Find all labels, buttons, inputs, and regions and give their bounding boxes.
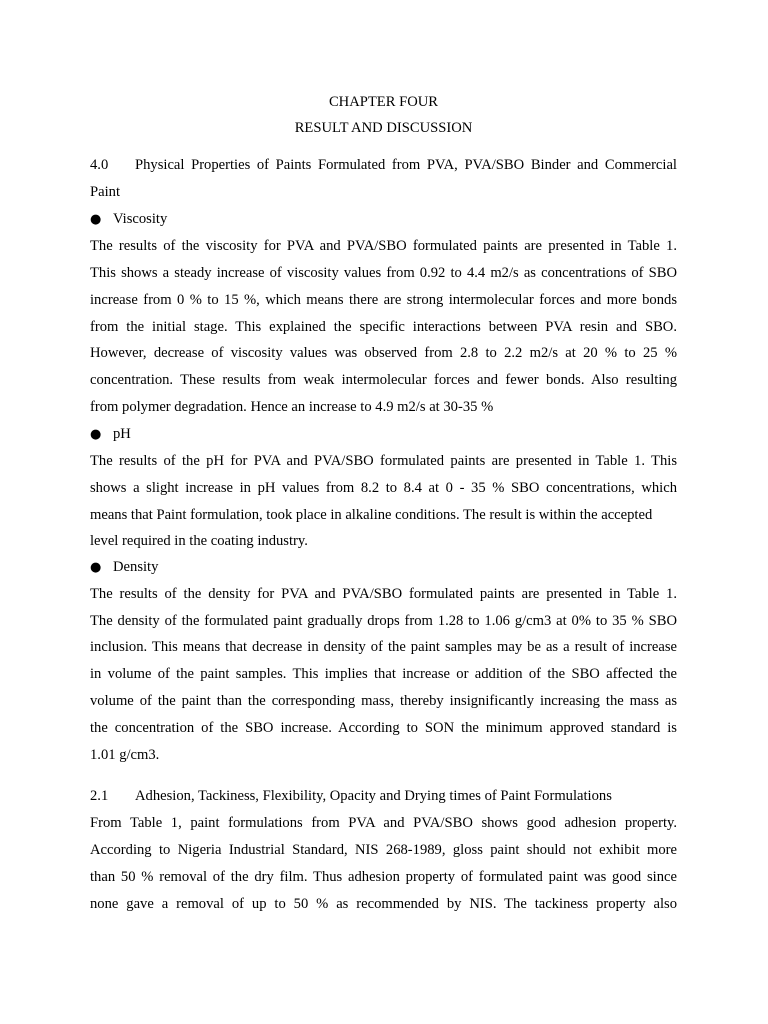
paragraph-line: than 50 % removal of the dry film. Thus adhesion property of formulated paint was good since — [90, 869, 677, 885]
document-page — [90, 0, 677, 1024]
section-heading-text: Physical Properties of Paints Formulated from PVA, PVA/SBO Binder and Commercial — [135, 157, 677, 173]
paragraph-line: However, decrease of viscosity values was observed from 2.8 to 2.2 m2/s at 20 % to 25 % — [90, 345, 677, 361]
section-number: 4.0 — [90, 157, 109, 173]
paragraph-line: The results of the pH for PVA and PVA/SBO formulated paints are presented in Table 1. This — [90, 453, 677, 469]
bullet-label: pH — [113, 426, 131, 442]
bullet-ph — [90, 424, 677, 444]
bullet-density — [90, 557, 677, 577]
paragraph-line: level required in the coating industry. — [90, 533, 308, 549]
bullet-viscosity — [90, 209, 677, 229]
paragraph-line: from the initial stage. This explained the specific interactions between PVA resin and SBO. — [90, 319, 677, 335]
paragraph-line: The density of the formulated paint gradually drops from 1.28 to 1.06 g/cm3 at 0% to 35 % SBO — [90, 613, 677, 629]
paragraph-line: The results of the density for PVA and PVA/SBO formulated paints are presented in Table 1. — [90, 586, 677, 602]
paragraph-line: 1.01 g/cm3. — [90, 747, 160, 763]
chapter-title: CHAPTER FOUR — [328, 94, 439, 110]
paragraph-line: concentration. These results from weak intermolecular forces and fewer bonds. Also resulting — [90, 372, 677, 388]
paragraph-line: From Table 1, paint formulations from PVA and PVA/SBO shows good adhesion property. — [90, 815, 677, 831]
paragraph-line: This shows a steady increase of viscosity values from 0.92 to 4.4 m2/s as concentrations of SBO — [90, 265, 677, 281]
paragraph-line: shows a slight increase in pH values from 8.2 to 8.4 at 0 - 35 % SBO concentrations, which — [90, 480, 677, 496]
chapter-subtitle: RESULT AND DISCUSSION — [294, 120, 473, 136]
paragraph-line: means that Paint formulation, took place in alkaline conditions. The result is within the accepted — [90, 507, 653, 523]
paragraph-line: The results of the viscosity for PVA and PVA/SBO formulated paints are presented in Table 1. — [90, 238, 677, 254]
paragraph-line: in volume of the paint samples. This implies that increase or addition of the SBO affected the — [90, 666, 677, 682]
section-4-0-heading-cont: Paint — [90, 184, 120, 200]
paragraph-line: volume of the paint than the corresponding mass, thereby insignificantly increasing the mass as — [90, 693, 677, 709]
paragraph-line: the concentration of the SBO increase. According to SON the minimum approved standard is — [90, 720, 677, 736]
paragraph-line: inclusion. This means that decrease in density of the paint samples may be as a result of increase — [90, 639, 677, 655]
bullet-label: Density — [113, 559, 159, 575]
bullet-dot-icon: ● — [90, 560, 102, 575]
section-number: 2.1 — [90, 788, 109, 804]
bullet-dot-icon: ● — [90, 212, 102, 227]
paragraph-line: none gave a removal of up to 50 % as recommended by NIS. The tackiness property also — [90, 896, 677, 912]
bullet-label: Viscosity — [113, 211, 168, 227]
paragraph-line: from polymer degradation. Hence an increase to 4.9 m2/s at 30-35 % — [90, 399, 494, 415]
paragraph-line: According to Nigeria Industrial Standard, NIS 268-1989, gloss paint should not exhibit more — [90, 842, 677, 858]
section-2-1-heading — [90, 786, 677, 806]
paragraph-line: increase from 0 % to 15 %, which means there are strong intermolecular forces and more bonds — [90, 292, 677, 308]
bullet-dot-icon: ● — [90, 427, 102, 442]
section-4-0-heading — [90, 155, 677, 175]
section-heading-text: Adhesion, Tackiness, Flexibility, Opacity and Drying times of Paint Formulations — [135, 788, 612, 804]
